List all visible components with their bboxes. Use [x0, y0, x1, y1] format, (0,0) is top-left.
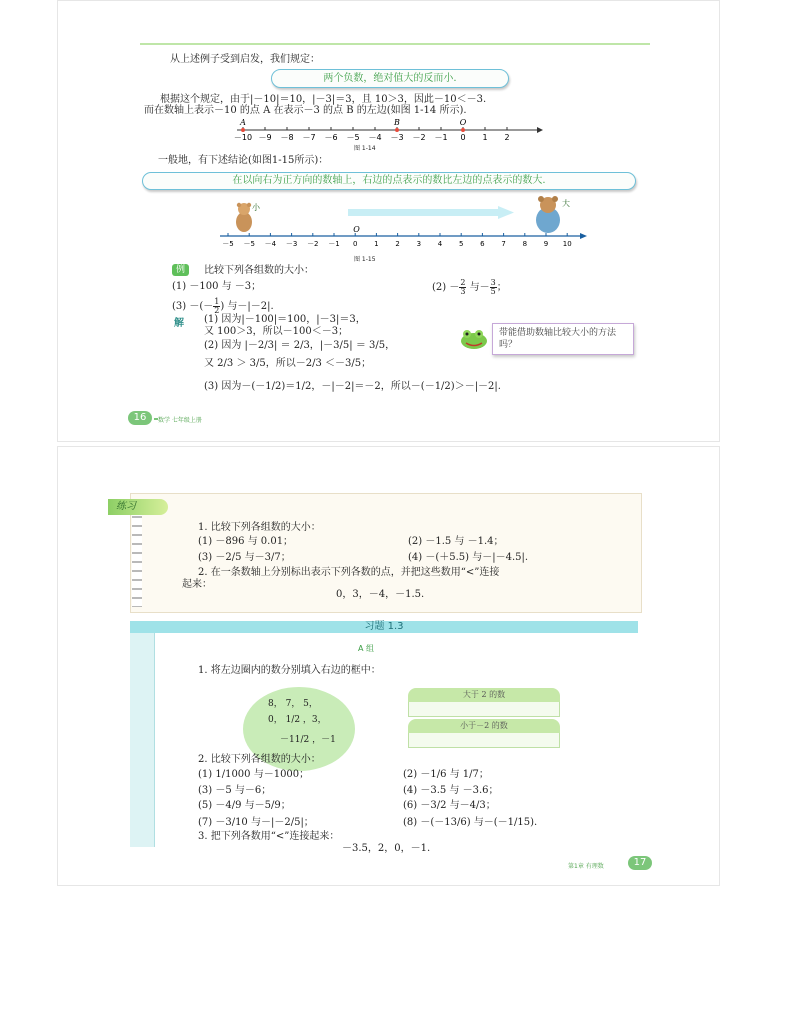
- big-bear-label: 大: [562, 199, 570, 208]
- example-item-1: (1) －100 与 －3；: [172, 281, 262, 292]
- box-greater-body[interactable]: [408, 702, 560, 717]
- number-line-figure-1-15: [218, 196, 588, 256]
- question-2-3: (3) －5 与－6；: [198, 785, 272, 796]
- question-2-8: (8) －(－13/6) 与－(－1/15).: [403, 817, 538, 828]
- number-line-figure-1-14: [233, 116, 543, 150]
- example-item-2: (2) － $\frac{2}{3}$ 与－ $\frac{3}{5}$ ；: [432, 278, 507, 296]
- conclusion-pill: 在以向右为正方向的数轴上，右边的点表示的数比左边的点表示的数大.: [142, 172, 636, 190]
- axis-tick-label: 0: [352, 240, 358, 248]
- exercise-sidebar-border: [154, 633, 155, 847]
- solution-1a: (1) 因为|－100|＝100，|－3|＝3，: [204, 314, 366, 325]
- axis-point: [395, 128, 399, 132]
- paragraph-line-2: 而在数轴上表示－10 的点 A 在表示－3 的点 B 的左边(如图 1-14 所示).: [144, 105, 467, 116]
- footer-accent: [154, 418, 158, 420]
- practice-1-1: (1) －896 与 0.01；: [198, 536, 294, 547]
- page-number-16: 16: [128, 411, 152, 425]
- axis-tick-label: －2: [307, 240, 319, 248]
- axis-tick-label: 1: [482, 133, 488, 142]
- axis-tick-label: 5: [458, 240, 464, 248]
- axis-tick-label: 10: [562, 240, 572, 248]
- frog-mascot-icon: [454, 327, 494, 351]
- small-bear-icon: [236, 203, 252, 232]
- box-less-body[interactable]: [408, 733, 560, 748]
- practice-1-title: 1. 比较下列各组数的大小：: [198, 522, 321, 533]
- figure-caption-1-15: 图 1-15: [354, 256, 376, 263]
- question-2-4: (4) －3.5 与 －3.6；: [403, 785, 499, 796]
- question-2: 2. 比较下列各组数的大小：: [198, 754, 321, 765]
- practice-2-line-2: 起来：: [182, 579, 212, 590]
- exercise-header: [130, 621, 638, 633]
- solution-3: (3) 因为－(－1/2)＝1/2，－|－2|＝－2，所以－(－1/2)＞－|－2|.: [204, 381, 501, 392]
- bear-ear: [247, 203, 251, 207]
- exercise-sidebar: [130, 633, 154, 847]
- bear-ear: [552, 196, 558, 202]
- bear-ear: [538, 196, 544, 202]
- axis-tick-label: 4: [437, 240, 443, 248]
- axis-point-label: O: [459, 118, 467, 127]
- axis-tick-label: －5: [346, 133, 360, 142]
- small-bear-label: 小: [252, 203, 260, 212]
- hint-note: 带能借助数轴比较大小的方法吗？: [492, 323, 634, 355]
- axis-tick-label: －4: [368, 133, 382, 142]
- practice-2-values: 0，3，－4，－1.5.: [336, 589, 425, 600]
- question-1: 1. 将左边圈内的数分别填入右边的框中：: [198, 665, 381, 676]
- rule-pill: 两个负数，绝对值大的反而小.: [271, 69, 509, 88]
- header-rule: [140, 43, 650, 45]
- general-text: 一般地，有下述结论(如图1-15所示)：: [158, 155, 329, 166]
- box-greater-header: 大于 2 的数: [408, 688, 560, 702]
- exercise-title: 习题 1.3: [364, 621, 404, 632]
- question-3: 3. 把下列各数用“<”连接起来：: [198, 831, 340, 842]
- axis-point-label: A: [240, 118, 246, 127]
- axis-tick-label: 7: [501, 240, 506, 248]
- axis-tick-label: 8: [522, 240, 528, 248]
- axis-tick-label: －2: [412, 133, 426, 142]
- axis-tick-label: －3: [390, 133, 404, 142]
- box-less-header: 小于－2 的数: [408, 719, 560, 733]
- page-number-17: 17: [628, 856, 652, 870]
- intro-text: 从上述例子受到启发，我们规定：: [170, 54, 320, 65]
- axis-tick-label: －1: [434, 133, 448, 142]
- question-2-2: (2) －1/6 与 1/7；: [403, 769, 489, 780]
- axis-arrow: [537, 127, 543, 133]
- page-footer-label: 数学 七年级上册: [158, 417, 202, 424]
- axis-tick-label: 0: [460, 133, 466, 142]
- example-title: 比较下列各组数的大小：: [204, 265, 314, 276]
- axis-origin-label: O: [353, 225, 360, 234]
- direction-band: [348, 209, 498, 216]
- axis-tick-label: －5: [222, 240, 234, 248]
- axis-point-label: B: [394, 118, 400, 127]
- axis-tick-label: －5: [243, 240, 255, 248]
- axis-tick-label: －8: [280, 133, 294, 142]
- axis-tick-label: 2: [504, 133, 510, 142]
- bear-ear: [237, 203, 241, 207]
- example-label: 例: [172, 264, 189, 276]
- axis-tick-label: －1: [328, 240, 340, 248]
- axis-tick-label: －10: [233, 133, 253, 142]
- notebook-rings: [132, 503, 142, 607]
- paragraph-line-1: 根据这个规定，由于|－10|＝10，|－3|＝3，且 10＞3，因此－10＜－3.: [160, 94, 487, 105]
- axis-tick-label: 1: [374, 240, 379, 248]
- big-bear-icon: [536, 196, 560, 233]
- practice-tab: 练习: [108, 499, 168, 515]
- example-item-3: (3) －(－ $\frac{1}{2}$ ) 与－|－2|.: [172, 297, 274, 315]
- textbook-page-16: [57, 0, 720, 442]
- axis-tick-label: －4: [264, 240, 277, 248]
- number-circle-line-1: 8， 7， 5，: [268, 699, 318, 709]
- axis-tick-label: －7: [302, 133, 316, 142]
- axis-tick-label: 9: [543, 240, 549, 248]
- question-2-1: (1) 1/1000 与－1000；: [198, 769, 310, 780]
- axis-tick-label: 3: [416, 240, 422, 248]
- axis-tick-label: －9: [258, 133, 272, 142]
- axis-tick-label: －6: [324, 133, 338, 142]
- axis-point: [461, 128, 465, 132]
- direction-arrow-icon: [498, 206, 514, 219]
- solution-2a: (2) 因为 |－2/3| ＝ 2/3，|－3/5| ＝ 3/5，: [204, 340, 396, 351]
- page-footer-label-17: 第1章 有理数: [568, 863, 604, 870]
- question-2-7: (7) －3/10 与－|－2/5|；: [198, 817, 314, 828]
- number-circle-line-3: －11/2 ，－1: [280, 735, 336, 745]
- group-label: A 组: [358, 644, 375, 653]
- question-3-values: －3.5，2，0，－1.: [342, 843, 431, 854]
- practice-1-2: (2) －1.5 与 －1.4；: [408, 536, 504, 547]
- solution-label: 解: [174, 318, 184, 329]
- axis-arrow: [580, 233, 587, 239]
- solution-1b: 又 100＞3，所以－100＜－3；: [204, 326, 349, 337]
- axis-point: [241, 128, 245, 132]
- question-2-5: (5) －4/9 与－5/9；: [198, 800, 291, 811]
- practice-1-3: (3) －2/5 与－3/7；: [198, 552, 291, 563]
- number-circle-line-2: 0， 1/2 ，3，: [268, 715, 327, 725]
- axis-tick-label: 2: [395, 240, 400, 248]
- practice-2-line-1: 2. 在一条数轴上分别标出表示下列各数的点，并把这些数用“<”连接: [198, 567, 500, 578]
- axis-tick-label: －3: [285, 240, 298, 248]
- textbook-page-17: [57, 446, 720, 886]
- practice-1-4: (4) －(＋5.5) 与－|－4.5|.: [408, 552, 529, 563]
- axis-tick-label: 6: [480, 240, 485, 248]
- solution-2b: 又 2/3 ＞ 3/5，所以－2/3 ＜－3/5；: [204, 358, 372, 369]
- question-2-6: (6) －3/2 与－4/3；: [403, 800, 496, 811]
- figure-caption-1-14: 图 1-14: [354, 145, 376, 152]
